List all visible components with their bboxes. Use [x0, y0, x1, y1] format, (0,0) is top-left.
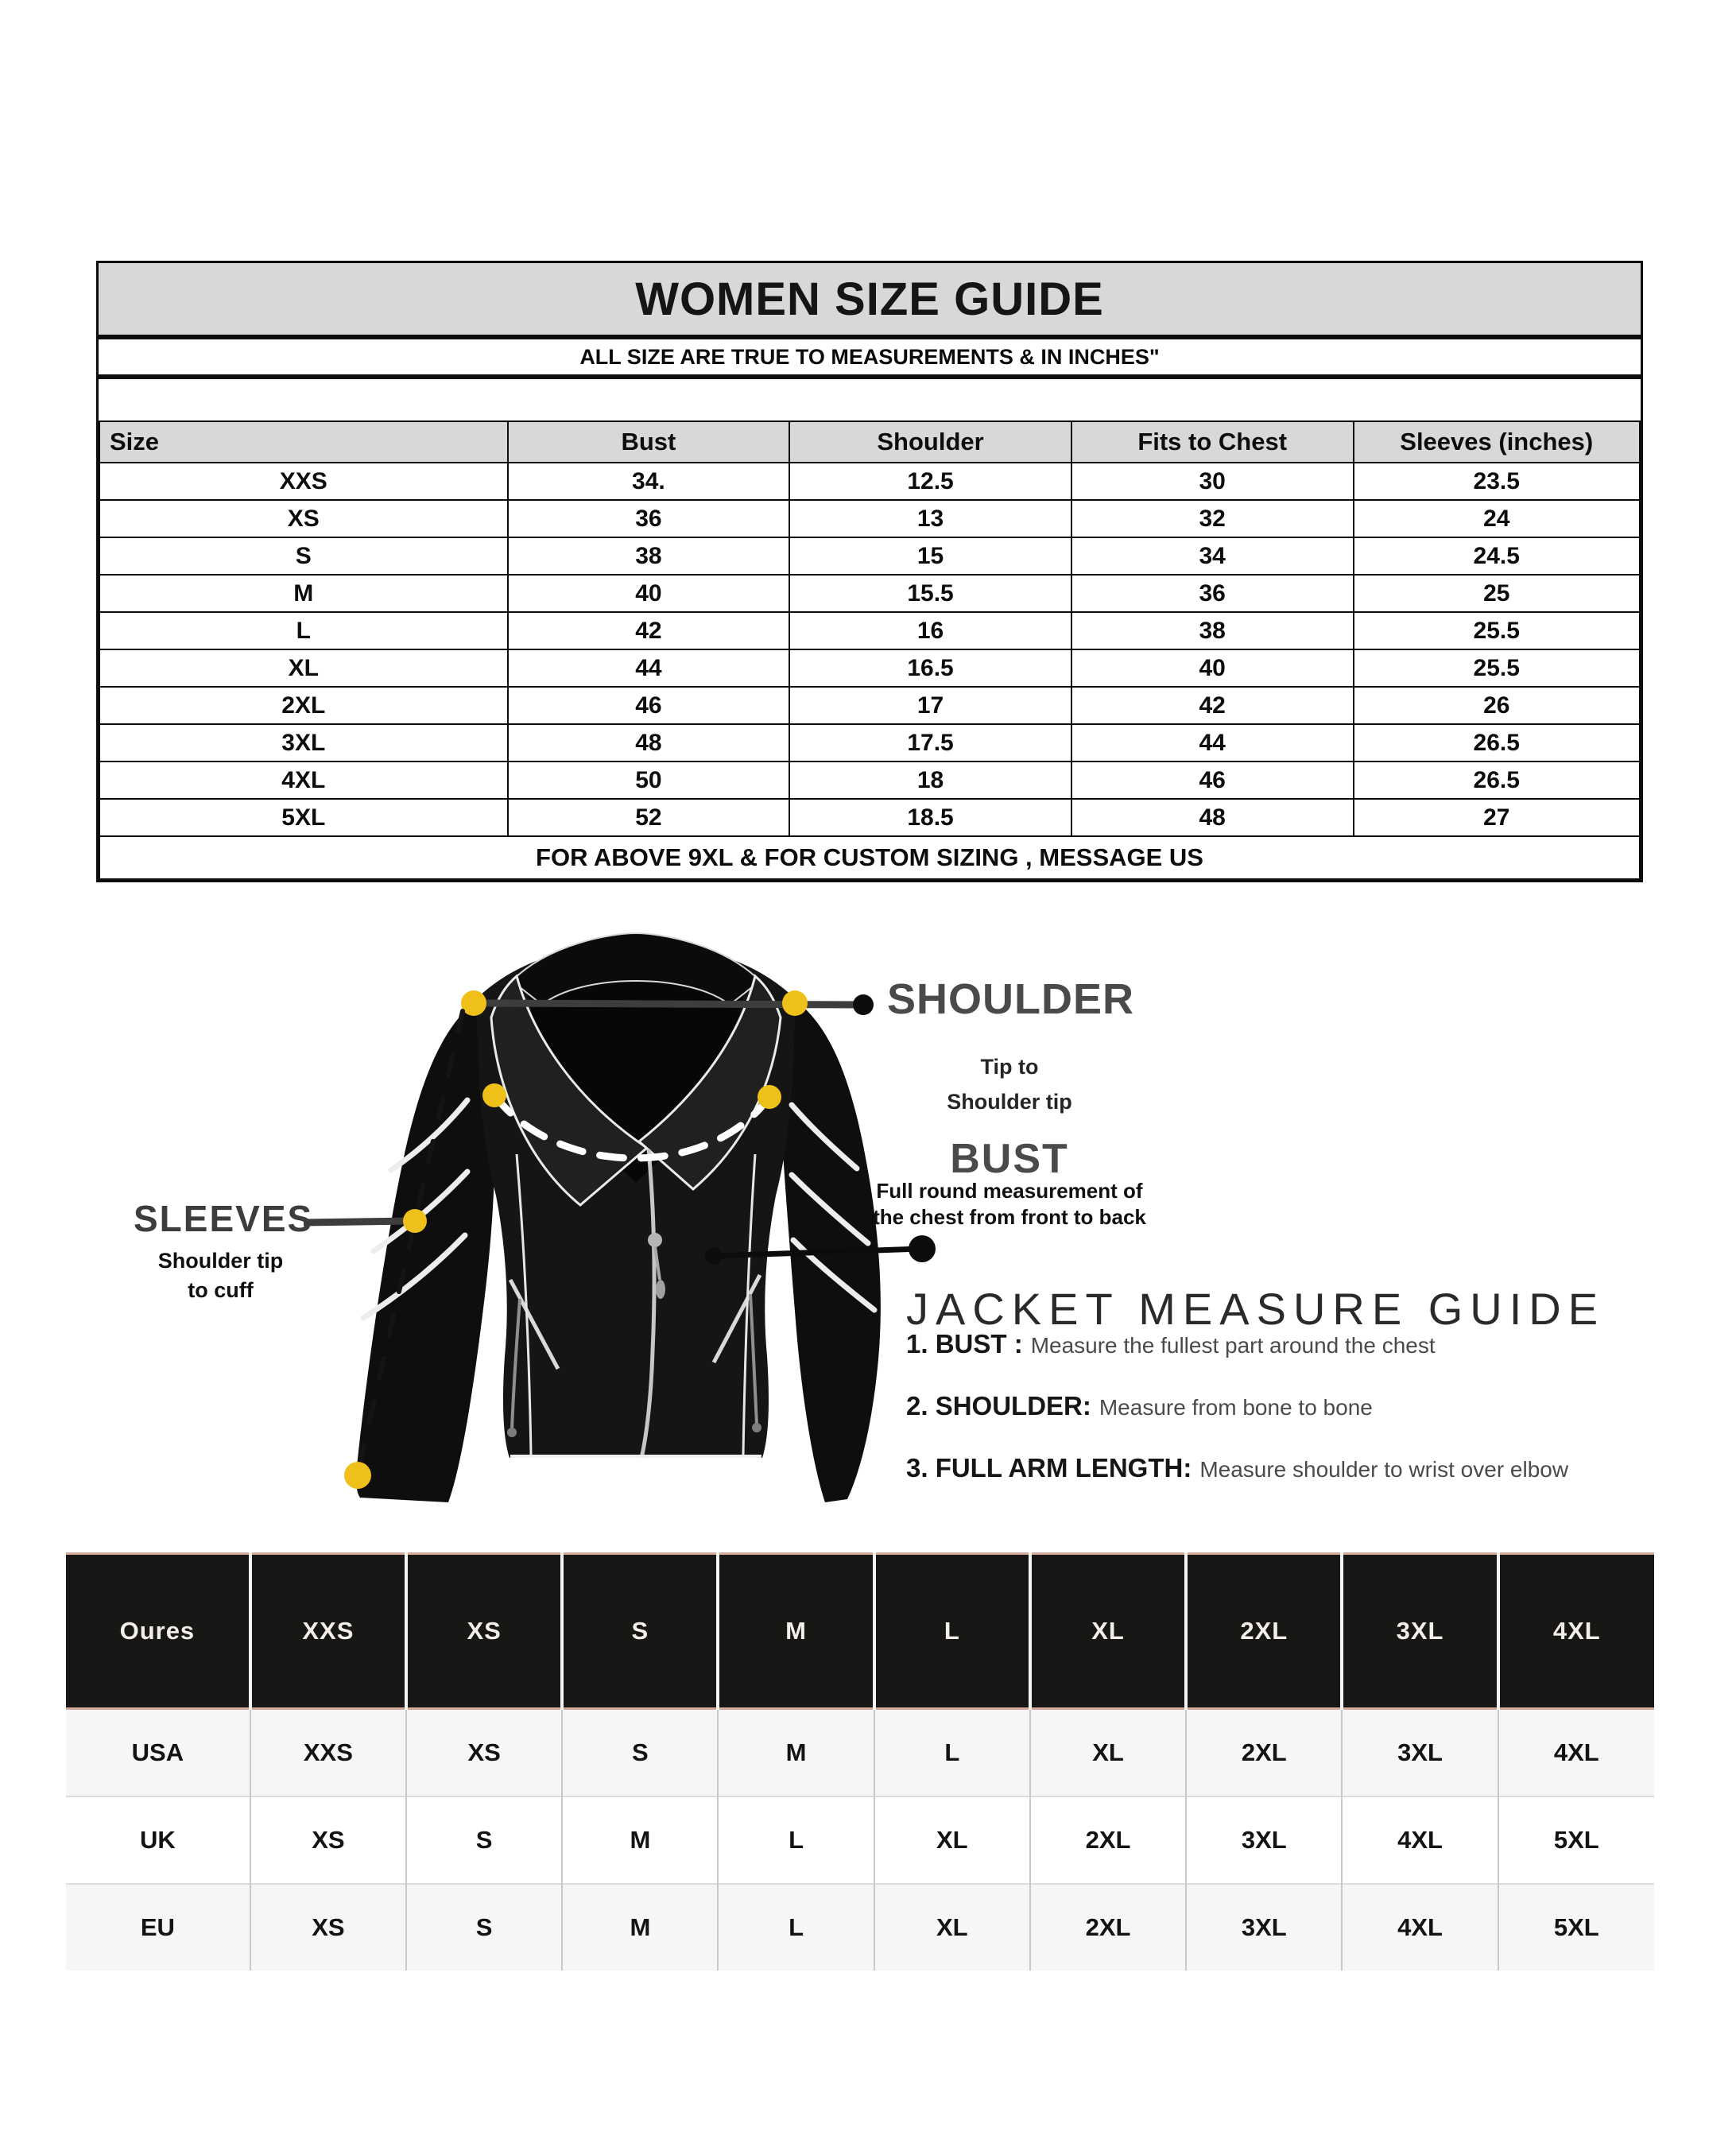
size-measurements-table [99, 420, 1641, 880]
column-header-fits-to-chest: Fits to Chest [1071, 421, 1354, 463]
size-cell: M [562, 1884, 718, 1971]
size-header-cell: S [562, 1554, 718, 1709]
shoulder-desc-line1: Tip to [980, 1055, 1039, 1079]
size-cell: L [874, 1709, 1030, 1797]
bust-cell: 42 [508, 612, 790, 649]
shoulder-cell: 12.5 [789, 463, 1071, 500]
size-conversion-table [66, 1552, 1654, 1971]
women-size-guide-panel [96, 261, 1643, 882]
sleeves-cell: 26.5 [1354, 762, 1641, 799]
size-cell: M [718, 1709, 874, 1797]
shoulder-tip-marker-right [782, 990, 808, 1016]
measure-guide-item-bust [906, 1329, 1436, 1359]
column-header-size: Size [99, 421, 508, 463]
sleeves-cell: 23.5 [1354, 463, 1641, 500]
table-row [99, 799, 1640, 836]
size-cell: S [99, 537, 508, 575]
size-cell: L [99, 612, 508, 649]
conversion-header-row [66, 1554, 1654, 1709]
chest-cell: 30 [1071, 463, 1354, 500]
shoulder-label: SHOULDER [887, 975, 1135, 1023]
region-cell: UK [66, 1796, 250, 1884]
measure-guide-item-arm-length [906, 1453, 1568, 1483]
conversion-row-uk [66, 1796, 1654, 1884]
size-cell: 4XL [1498, 1709, 1654, 1797]
conversion-row-usa [66, 1709, 1654, 1797]
region-cell: USA [66, 1709, 250, 1797]
size-conversion-panel [66, 1552, 1654, 1971]
shoulder-cell: 15.5 [789, 575, 1071, 612]
bust-desc-line2: the chest from front to back [873, 1205, 1146, 1229]
size-header-cell: XS [406, 1554, 562, 1709]
table-row [99, 463, 1640, 500]
size-cell: 2XL [99, 687, 508, 724]
shoulder-cell: 16.5 [789, 649, 1071, 687]
sleeves-cell: 27 [1354, 799, 1641, 836]
item-desc: Measure from bone to bone [1099, 1395, 1373, 1420]
size-guide-title: WOMEN SIZE GUIDE [99, 263, 1641, 339]
table-row [99, 649, 1640, 687]
size-guide-spacer [99, 379, 1641, 420]
size-cell: 3XL [1186, 1796, 1342, 1884]
sleeves-desc-line2: to cuff [188, 1278, 254, 1302]
sleeves-desc-line1: Shoulder tip [157, 1249, 284, 1273]
size-cell: XS [250, 1796, 406, 1884]
bust-description [862, 1178, 1157, 1230]
size-table-footer-row [99, 836, 1640, 879]
zipper-pull [656, 1280, 665, 1299]
sleeves-cell: 25.5 [1354, 612, 1641, 649]
size-cell: 3XL [1186, 1884, 1342, 1971]
size-header-cell: XXS [250, 1554, 406, 1709]
right-pocket-pull-tip [752, 1423, 761, 1432]
bust-cell: 38 [508, 537, 790, 575]
size-header-cell: 3XL [1342, 1554, 1498, 1709]
sleeves-cell: 24.5 [1354, 537, 1641, 575]
bust-cell: 44 [508, 649, 790, 687]
size-header-cell: M [718, 1554, 874, 1709]
shoulder-cell: 15 [789, 537, 1071, 575]
size-cell: XL [1030, 1709, 1186, 1797]
table-row [99, 724, 1640, 762]
size-header-cell: L [874, 1554, 1030, 1709]
jacket-graphic [356, 933, 881, 1502]
conversion-row-eu [66, 1884, 1654, 1971]
item-desc: Measure shoulder to wrist over elbow [1199, 1457, 1569, 1482]
table-row [99, 612, 1640, 649]
bust-cell: 36 [508, 500, 790, 537]
sleeves-pointer-line [304, 1221, 413, 1223]
size-cell: 2XL [1186, 1709, 1342, 1797]
size-cell: XL [874, 1884, 1030, 1971]
size-cell: 5XL [99, 799, 508, 836]
chest-cell: 34 [1071, 537, 1354, 575]
shoulder-cell: 17 [789, 687, 1071, 724]
shoulder-desc-line2: Shoulder tip [947, 1090, 1072, 1114]
sleeves-description [127, 1246, 314, 1305]
measure-guide-item-shoulder [906, 1391, 1373, 1421]
bust-cell: 50 [508, 762, 790, 799]
bust-cell: 48 [508, 724, 790, 762]
brand-header-cell: Oures [66, 1554, 250, 1709]
size-table-header-row [99, 421, 1640, 463]
guide-pointer-end-dot [909, 1235, 936, 1262]
chest-cell: 46 [1071, 762, 1354, 799]
custom-sizing-note: FOR ABOVE 9XL & FOR CUSTOM SIZING , MESSAGE US [99, 836, 1640, 879]
size-cell: 3XL [99, 724, 508, 762]
chest-cell: 32 [1071, 500, 1354, 537]
size-cell: XL [99, 649, 508, 687]
size-cell: 4XL [99, 762, 508, 799]
chest-cell: 44 [1071, 724, 1354, 762]
bust-cell: 46 [508, 687, 790, 724]
item-desc: Measure the fullest part around the chest [1030, 1333, 1436, 1358]
size-cell: 4XL [1342, 1796, 1498, 1884]
sleeves-cell: 26 [1354, 687, 1641, 724]
column-header-shoulder: Shoulder [789, 421, 1071, 463]
size-cell: S [562, 1709, 718, 1797]
bust-cell: 40 [508, 575, 790, 612]
bust-cell: 52 [508, 799, 790, 836]
chest-cell: 42 [1071, 687, 1354, 724]
sleeve-cuff-marker [344, 1462, 371, 1489]
size-cell: S [406, 1796, 562, 1884]
size-cell: 2XL [1030, 1796, 1186, 1884]
size-cell: 3XL [1342, 1709, 1498, 1797]
left-pocket-pull-tip [507, 1428, 517, 1437]
shoulder-cell: 16 [789, 612, 1071, 649]
shoulder-cell: 13 [789, 500, 1071, 537]
table-row [99, 687, 1640, 724]
size-cell: M [99, 575, 508, 612]
size-cell: S [406, 1884, 562, 1971]
shoulder-description [914, 1049, 1105, 1119]
table-row [99, 537, 1640, 575]
bust-label: BUST [950, 1136, 1069, 1182]
size-cell: XS [250, 1884, 406, 1971]
sleeve-mid-marker [403, 1209, 427, 1233]
shoulder-cell: 17.5 [789, 724, 1071, 762]
size-cell: XXS [99, 463, 508, 500]
bust-cell: 34. [508, 463, 790, 500]
sleeves-cell: 26.5 [1354, 724, 1641, 762]
chest-cell: 36 [1071, 575, 1354, 612]
bust-desc-line1: Full round measurement of [876, 1179, 1143, 1203]
chest-cell: 48 [1071, 799, 1354, 836]
sleeves-cell: 25 [1354, 575, 1641, 612]
size-guide-subtitle: ALL SIZE ARE TRUE TO MEASUREMENTS & IN INCHES" [99, 339, 1641, 379]
table-row [99, 575, 1640, 612]
chest-cell: 40 [1071, 649, 1354, 687]
size-header-cell: 4XL [1498, 1554, 1654, 1709]
bust-marker-right [758, 1085, 781, 1109]
chest-cell: 38 [1071, 612, 1354, 649]
column-header-bust: Bust [508, 421, 790, 463]
size-header-cell: XL [1030, 1554, 1186, 1709]
shoulder-line-end-dot [853, 994, 874, 1015]
size-cell: XS [99, 500, 508, 537]
shoulder-cell: 18 [789, 762, 1071, 799]
size-cell: L [718, 1796, 874, 1884]
column-header-sleeves: Sleeves (inches) [1354, 421, 1641, 463]
zipper-slider [648, 1233, 662, 1247]
size-cell: M [562, 1796, 718, 1884]
bust-marker-left [482, 1083, 506, 1107]
size-cell: 4XL [1342, 1884, 1498, 1971]
size-header-cell: 2XL [1186, 1554, 1342, 1709]
size-cell: XL [874, 1796, 1030, 1884]
size-cell: 5XL [1498, 1884, 1654, 1971]
sleeves-cell: 25.5 [1354, 649, 1641, 687]
item-label: 2. SHOULDER: [906, 1391, 1091, 1420]
table-row [99, 762, 1640, 799]
jacket-measure-guide-title: JACKET MEASURE GUIDE [906, 1284, 1606, 1334]
item-label: 3. FULL ARM LENGTH: [906, 1453, 1192, 1482]
size-cell: L [718, 1884, 874, 1971]
size-cell: XXS [250, 1709, 406, 1797]
item-label: 1. BUST : [906, 1329, 1023, 1358]
sleeves-cell: 24 [1354, 500, 1641, 537]
size-cell: 2XL [1030, 1884, 1186, 1971]
shoulder-cell: 18.5 [789, 799, 1071, 836]
size-cell: XS [406, 1709, 562, 1797]
region-cell: EU [66, 1884, 250, 1971]
sleeves-label: SLEEVES [134, 1198, 314, 1239]
table-row [99, 500, 1640, 537]
size-cell: 5XL [1498, 1796, 1654, 1884]
guide-pointer-start-dot [705, 1247, 723, 1265]
